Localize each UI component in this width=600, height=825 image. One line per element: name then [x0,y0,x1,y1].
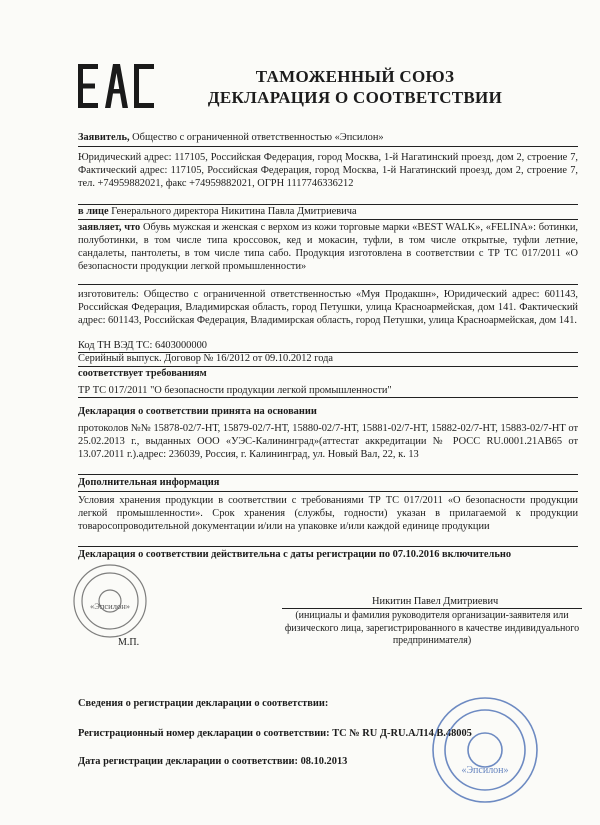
product-description: Обувь мужская и женская с верхом из кожи торговые марки «BEST WALK», «FELINA»: ботинки, полуботинки, в том числе типа кроссовок, кед и мокасин, туфли, в том числе открытые, туфли летние, сандалеты, пантолеты, в том числе типа сабо. Продукция изготовлена в соответствии с ТР ТС 017/2011 «О безопасности продукции легкой промышленности» [78,222,578,272]
seal-mark: М.П. [118,637,140,648]
eac-logo [78,64,154,108]
manufacturer: изготовитель: Общество с ограниченной ответственностью «Муя Продакшн», Юридический адрес: 601143, Российская Федерация, Владимирская область, город Петушки, улица Красноармейская, дом 141. Фактический адрес: 601143, Российская Федерация, Владимирская область, город Петушки, улица Красноармейская, дом 141. [78,289,578,326]
divider [78,284,578,285]
signature-line [282,608,582,609]
registration-number-value: ТС № RU Д-RU.АЛ14.В.48005 [332,728,472,739]
divider [78,546,578,547]
basis-text: протоколов №№ 15878-02/7-НТ, 15879-02/7-НТ, 15880-02/7-НТ, 15881-02/7-НТ, 15882-02/7-НТ, 15883-02/7-НТ от 25.02.2013 г., выданных ООО «УЭС-Калининград»(аттестат аккредитации № РОСС RU.0001.21АВ65 от 13.07.2011 г.).адрес: 236039, Россия, г. Калининград, ул. Новый Вал, 22, к. 13 [78,423,578,460]
declares-block [78,221,578,273]
additional-text: Условия хранения продукции в соответствии с требованиями ТР ТС 017/2011 «О безопасности продукции легкой промышленности». Срок хранения (службы, годности) указан в прилагаемой к продукции товаросопроводительной документации и/или на упаковке и/или каждой единице продукции [78,495,578,532]
requirements-text: ТР ТС 017/2011 "О безопасности продукции легкой промышленности" [78,385,392,396]
basis-label: Декларация о соответствии принята на основании [78,406,317,417]
applicant-label: Заявитель, [78,132,130,143]
divider [78,146,578,147]
applicant-person-row [78,205,578,218]
title-line-2: ДЕКЛАРАЦИЯ О СООТВЕТСТВИИ [207,88,503,107]
stamp-left-text: «Эпсилон» [89,601,131,611]
registration-date-label: Дата регистрации декларации о соответствии: [78,756,298,767]
additional-label: Дополнительная информация [78,477,220,488]
validity-text: Декларация о соответствии действительна с даты регистрации по 07.10.2016 включительно [78,549,512,560]
signer-name: Никитин Павел Дмитриевич [372,596,499,607]
divider [78,397,578,398]
applicant-name: Общество с ограниченной ответственностью «Эпсилон» [132,132,384,143]
signer-caption: (инициалы и фамилия руководителя организации-заявителя или физического лица, зарегистрированного в качестве индивидуального предпринимателя) [284,610,580,646]
company-stamp-left [70,556,150,646]
registration-number-label: Регистрационный номер декларации о соответствии: [78,728,330,739]
company-stamp-right [428,688,543,812]
applicant-address: Юридический адрес: 117105, Российская Федерация, город Москва, 1-й Нагатинский проезд, дом 2, строение 7, Фактический адрес: 117105, Российская Федерация, город Москва, 1-й Нагатинский проезд, дом 2, строение 7, тел. +74959882021, факс +74959882021, ОГРН 1117746336212 [78,152,578,189]
title-line-1: ТАМОЖЕННЫЙ СОЮЗ [255,67,455,86]
registration-heading: Сведения о регистрации декларации о соответствии: [78,698,329,709]
divider [78,491,578,492]
requirements-label: соответствует требованиям [78,368,207,379]
divider [78,474,578,475]
registration-date-value: 08.10.2013 [300,756,348,767]
divider [78,219,578,220]
declares-label: заявляет, что [78,222,141,233]
person-value: Генерального директора Никитина Павла Дмитриевича [111,206,357,217]
person-label: в лице [78,206,109,217]
applicant-row [78,131,578,144]
document-title [170,66,540,108]
stamp-right-text: «Эпсилон» [461,765,509,776]
serial-info: Серийный выпуск. Договор № 16/2012 от 09.10.2012 года [78,353,334,364]
tnved-code: Код ТН ВЭД ТС: 6403000000 [78,340,207,351]
